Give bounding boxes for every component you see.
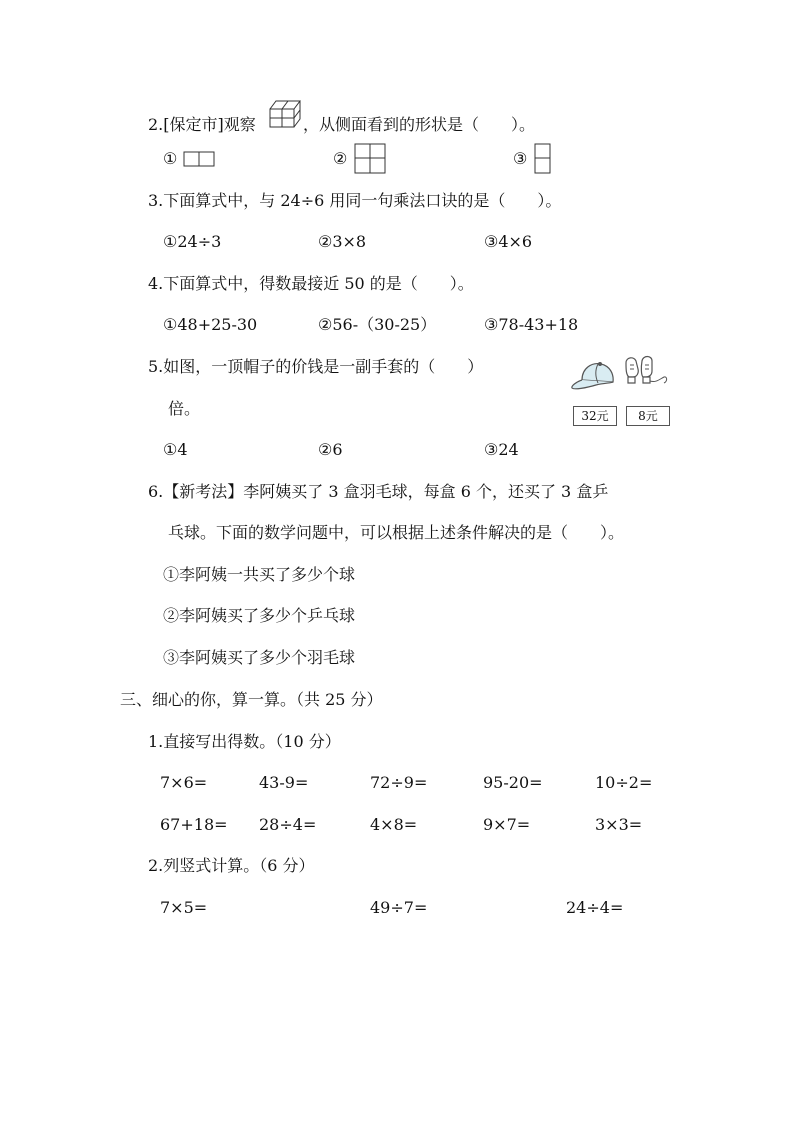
cube-stack-figure (268, 95, 302, 131)
calc-row1-item4: 95-20= (483, 773, 543, 792)
q5-option-3: ③24 (484, 440, 519, 459)
hat-price-tag: 32元 (573, 406, 617, 426)
q3-stem: 3.下面算式中，与 24÷6 用同一句乘法口诀的是（ ）。 (148, 191, 562, 210)
calc-row1-item2: 43-9= (259, 773, 309, 792)
glove-price-tag: 8元 (626, 406, 670, 426)
vertical-calc-1: 7×5= (160, 898, 208, 917)
q2-stem-prefix: 2.[保定市]观察 (148, 115, 256, 134)
q6-stem-line2: 乓球。下面的数学问题中，可以根据上述条件解决的是（ ）。 (168, 523, 625, 542)
calc-row2-item1: 67+18= (160, 815, 228, 834)
calc-row1-item1: 7×6= (160, 773, 208, 792)
q4-stem: 4.下面算式中，得数最接近 50 的是（ ）。 (148, 274, 474, 293)
q5-option-2: ②6 (318, 440, 343, 459)
vertical-calc-3: 24÷4= (566, 898, 624, 917)
gloves-icon (622, 353, 670, 395)
q3-option-1: ①24÷3 (163, 232, 222, 251)
calc-row2-item3: 4×8= (370, 815, 418, 834)
calc-row1-item5: 10÷2= (595, 773, 653, 792)
cap-icon (568, 356, 622, 396)
q4-option-3: ③78-43+18 (484, 315, 579, 334)
calc-row2-item4: 9×7= (483, 815, 531, 834)
q3-option-2: ②3×8 (318, 232, 367, 251)
q3-option-3: ③4×6 (484, 232, 533, 251)
q2-option-1-label: ① (163, 149, 178, 168)
vertical-calc-2: 49÷7= (370, 898, 428, 917)
q4-option-2: ②56-（30-25） (318, 315, 437, 334)
q2-option-3-label: ③ (513, 149, 528, 168)
four-squares-side-view-icon (354, 143, 388, 175)
calc-row2-item5: 3×3= (595, 815, 643, 834)
q6-option-3: ③李阿姨买了多少个羽毛球 (163, 648, 356, 667)
two-squares-side-view-icon (183, 150, 217, 168)
calc-row2-item2: 28÷4= (259, 815, 317, 834)
q5-stem-line2: 倍。 (168, 399, 201, 418)
q5-option-1: ①4 (163, 440, 188, 459)
section3-title: 三、细心的你，算一算。（共 25 分） (120, 690, 383, 709)
q6-option-2: ②李阿姨买了多少个乒乓球 (163, 606, 356, 625)
q5-stem-line1: 5.如图，一顶帽子的价钱是一副手套的（ ） (148, 357, 484, 376)
section3-part2-title: 2.列竖式计算。（6 分） (148, 856, 315, 875)
q6-stem-line1: 6.【新考法】李阿姨买了 3 盒羽毛球，每盒 6 个，还买了 3 盒乒 (148, 482, 609, 501)
calc-row1-item3: 72÷9= (370, 773, 428, 792)
q2-stem-suffix: ，从侧面看到的形状是（ ）。 (303, 115, 536, 134)
q6-option-1: ①李阿姨一共买了多少个球 (163, 565, 356, 584)
section3-part1-title: 1.直接写出得数。（10 分） (148, 732, 341, 751)
two-stacked-squares-side-view-icon (534, 143, 552, 175)
q4-option-1: ①48+25-30 (163, 315, 258, 334)
q2-option-2-label: ② (333, 149, 348, 168)
